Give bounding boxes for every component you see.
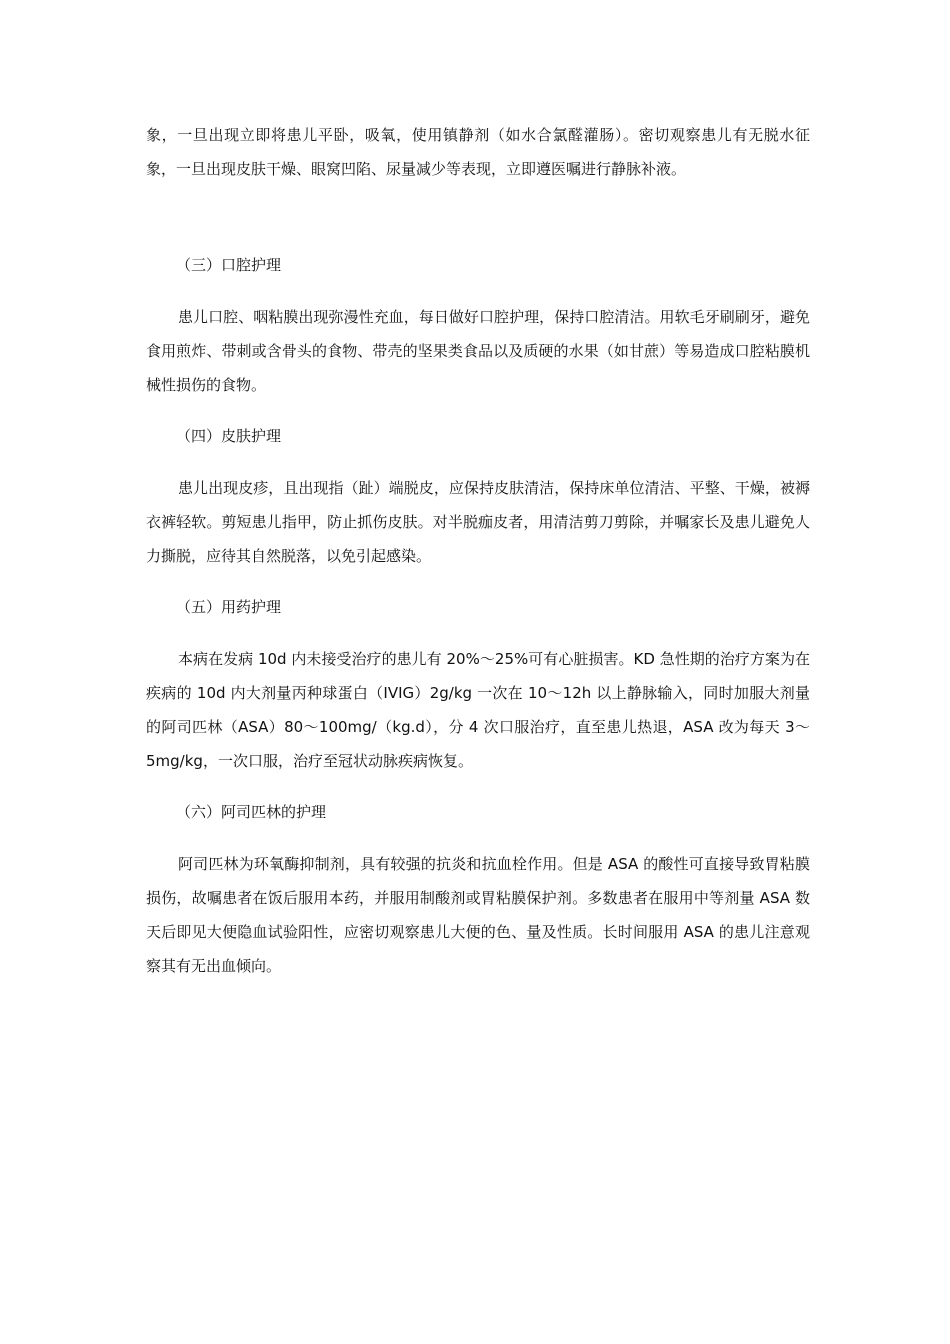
- paragraph-continued: 象，一旦出现立即将患儿平卧，吸氧，使用镇静剂（如水合氯醛灌肠）。密切观察患儿有无脱水征象，一旦出现皮肤干燥、眼窝凹陷、尿量减少等表现，立即遵医嘱进行静脉补液。: [146, 126, 810, 178]
- paragraph-oral-care: 患儿口腔、咽粘膜出现弥漫性充血，每日做好口腔护理，保持口腔清洁。用软毛牙刷刷牙，避免食用煎炸、带刺或含骨头的食物、带壳的坚果类食品以及质硬的水果（如甘蔗）等易造成口腔粘膜机械性损伤的食物。: [146, 308, 810, 394]
- section-heading-skin-care: （四）皮肤护理: [176, 427, 282, 445]
- section-heading-oral-care: （三）口腔护理: [176, 256, 282, 274]
- document-body: [146, 118, 810, 983]
- section-heading-medication-care: （五）用药护理: [176, 598, 282, 616]
- paragraph-aspirin-care: 阿司匹林为环氧酶抑制剂，具有较强的抗炎和抗血栓作用。但是 ASA 的酸性可直接导致胃粘膜损伤，故嘱患者在饭后服用本药，并服用制酸剂或胃粘膜保护剂。多数患者在服用中等剂量 ASA 数天后即见大便隐血试验阳性，应密切观察患儿大便的色、量及性质。长时间服用 ASA 的患儿注意观察其有无出血倾向。: [146, 855, 810, 975]
- paragraph-skin-care: 患儿出现皮疹，且出现指（趾）端脱皮，应保持皮肤清洁，保持床单位清洁、平整、干燥，被褥衣裤轻软。剪短患儿指甲，防止抓伤皮肤。对半脱痂皮者，用清洁剪刀剪除，并嘱家长及患儿避免人力撕脱，应待其自然脱落，以免引起感染。: [146, 479, 810, 565]
- paragraph-medication-care: 本病在发病 10d 内未接受治疗的患儿有 20%～25%可有心脏损害。KD 急性期的治疗方案为在疾病的 10d 内大剂量丙种球蛋白（IVIG）2g/kg 一次在 10～12h 以上静脉输入，同时加服大剂量的阿司匹林（ASA）80～100mg/（kg.d），分 4 次口服治疗，直至患儿热退，ASA 改为每天 3～5mg/kg，一次口服，治疗至冠状动脉疾病恢复。: [146, 650, 810, 770]
- section-heading-aspirin-care: （六）阿司匹林的护理: [176, 803, 327, 821]
